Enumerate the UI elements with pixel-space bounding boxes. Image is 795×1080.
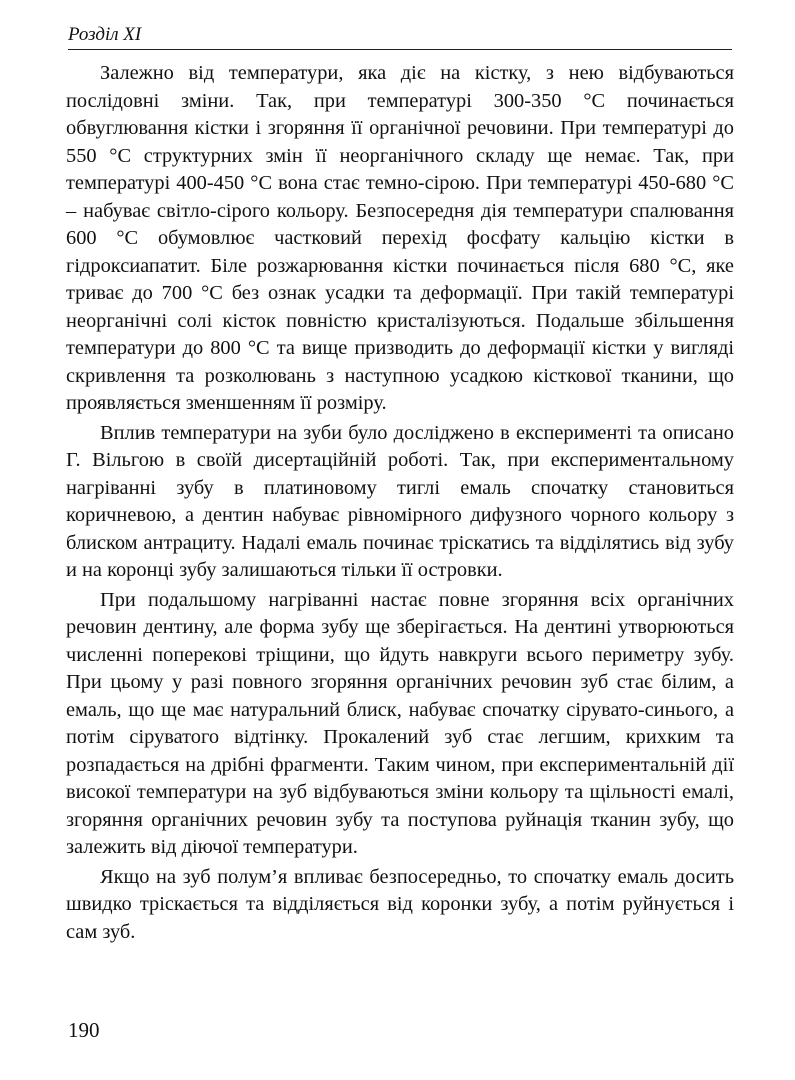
body-text (66, 60, 734, 946)
section-title: Розділ XI (68, 24, 142, 45)
page-number: 190 (68, 1018, 100, 1042)
running-header (68, 24, 732, 50)
paragraph-teeth-experiment: Вплив температури на зуби було досліджено в експерименті та описано Г. Вільгою в своїй дисертаційній роботі. Так, при експериментальному нагріванні зубу в платиновому тиглі емаль спочатку становиться коричневою, а дентин набуває рівномірного дифузного чорного кольору з блиском антрациту. Надалі емаль починає тріскатись та відділятись від зубу и на коронці зубу залишаються тільки її островки. (66, 421, 734, 581)
paragraph-bone-temperature: Залежно від температури, яка діє на кістку, з нею відбуваються послідовні зміни. Так, при температурі 300-350 °С починається обвуглювання кістки і згоряння її органічної речовини. При температурі до 550 °С структурних змін її неорганічного складу ще немає. Так, при температурі 400-450 °С вона стає темно-сірою. При температурі 450-680 °С – набуває світло-сірого кольору. Безпосередня дія температури спалювання 600 °С обумовлює частковий перехід фосфату кальцію кістки в гідроксиапатит. Біле розжарювання кістки починається після 680 °С, яке триває до 700 °С без ознак усадки та деформації. При такій температурі неорганічні солі кісток повністю кристалізуються. Подальше збільшення температури до 800 °С та вище призводить до деформації кістки у вигляді скривлення та розколювань з наступною усадкою кісткової тканини, що проявляється зменшенням її розміру. (66, 62, 734, 414)
paragraph-further-heating: При подальшому нагріванні настає повне згоряння всіх органічних речовин дентину, але форма зубу ще зберігається. На дентині утворюються численні поперекові тріщини, що йдуть навкруги всього периметру зубу. При цьому у разі повного згоряння органічних речовин зуб стає білим, а емаль, що ще має натуральний блиск, набуває спочатку сірувато-синього, а потім сіруватого відтінку. Прокалений зуб стає легшим, крихким та розпадається на дрібні фрагменти. Таким чином, при експериментальній дії високої температури на зуб відбуваються зміни кольору та щільності емалі, згоряння органічних речовин зубу та поступова руйнація тканин зубу, що залежить від діючої температури. (66, 588, 734, 858)
paragraph-direct-flame: Якщо на зуб полум’я впливає безпосередньо, то спочатку емаль досить швидко тріскається та відділяється від коронки зубу, а потім руйнується і сам зуб. (66, 865, 734, 943)
